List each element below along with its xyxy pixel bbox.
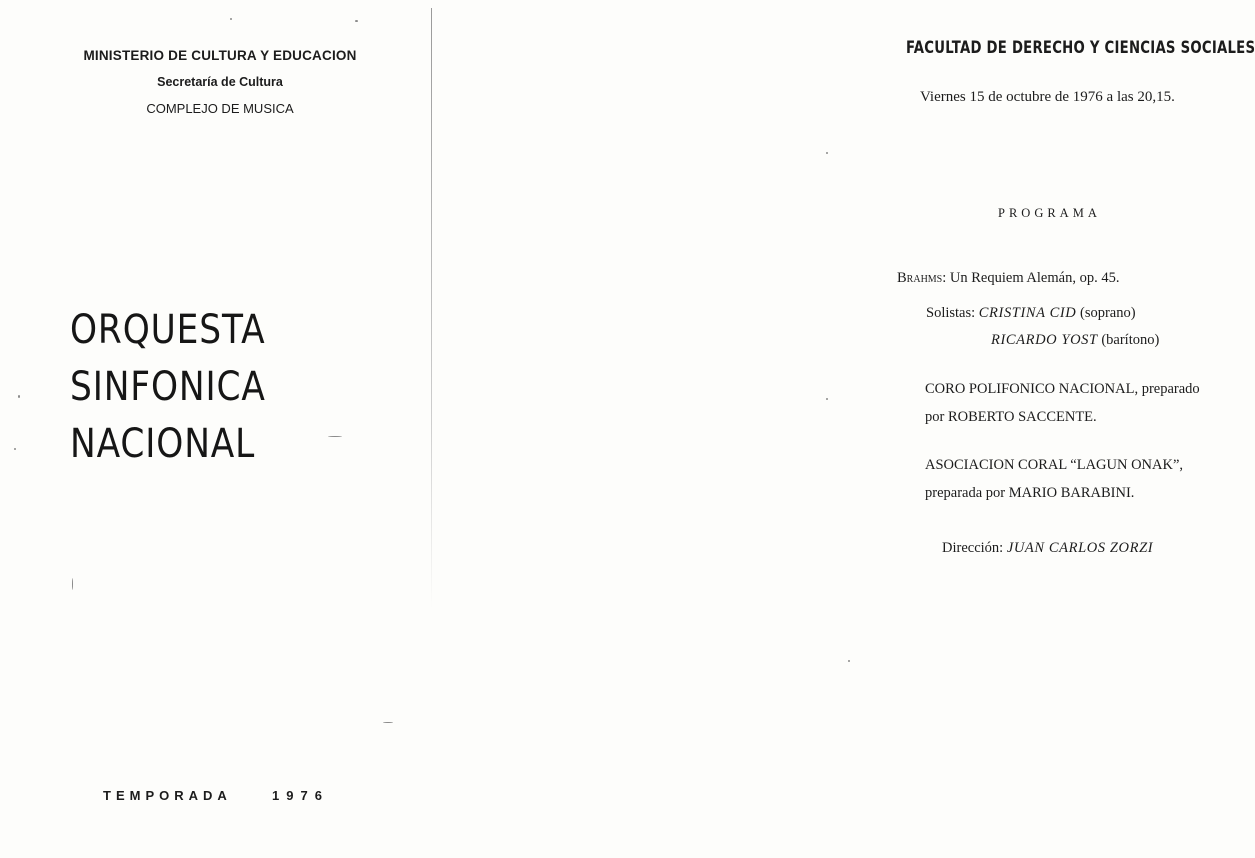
coro-line-2: por ROBERTO SACCENTE. — [925, 409, 1097, 425]
title-line-1: ORQUESTA — [70, 307, 266, 353]
work-title: : Un Requiem Alemán, op. 45. — [942, 270, 1120, 286]
title-line-3: NACIONAL — [70, 421, 256, 467]
copy-speck — [14, 448, 16, 450]
copy-speck — [826, 152, 828, 154]
season-year: 1976 — [272, 788, 329, 803]
copy-speck — [826, 398, 828, 400]
soloist-voice: (soprano) — [1079, 305, 1136, 321]
facultad-heading: FACULTAD DE DERECHO Y CIENCIAS SOCIALES — [906, 38, 1255, 58]
secretaria-line: Secretaría de Cultura — [157, 75, 283, 89]
soloist-line-2 — [991, 332, 1159, 349]
asociacion-line-1: ASOCIACION CORAL “LAGUN ONAK”, — [925, 457, 1184, 473]
complejo-line: COMPLEJO DE MUSICA — [146, 101, 294, 116]
solistas-label: Solistas: — [926, 305, 976, 321]
soloist-name: RICARDO YOST — [991, 332, 1098, 348]
temporada-label: TEMPORADA — [103, 788, 232, 803]
coro-line-1: CORO POLIFONICO NACIONAL, preparado — [925, 381, 1200, 397]
copy-speck — [328, 436, 342, 437]
program-work-line — [897, 270, 1119, 287]
copy-speck — [383, 722, 393, 723]
direccion-label: Dirección: — [942, 540, 1004, 556]
conductor-name: JUAN CARLOS ZORZI — [1006, 540, 1154, 556]
left-page — [0, 0, 432, 858]
copy-speck — [355, 20, 358, 22]
soloist-voice: (barítono) — [1101, 332, 1160, 348]
copy-speck — [848, 660, 850, 662]
direccion-line — [942, 540, 1153, 557]
copy-speck — [230, 18, 232, 20]
asociacion-line-2: preparada por MARIO BARABINI. — [925, 485, 1135, 501]
composer-name: Brahms — [897, 270, 943, 286]
soloist-line-1 — [926, 305, 1136, 322]
copy-speck — [18, 395, 20, 398]
right-page — [432, 0, 1255, 858]
soloist-name: CRISTINA CID — [978, 305, 1077, 321]
programa-heading: PROGRAMA — [998, 206, 1101, 220]
ministry-heading: MINISTERIO DE CULTURA Y EDUCACION — [83, 48, 357, 63]
copy-speck — [72, 578, 73, 590]
title-line-2: SINFONICA — [70, 364, 266, 410]
concert-date: Viernes 15 de octubre de 1976 a las 20,15. — [920, 89, 1175, 105]
